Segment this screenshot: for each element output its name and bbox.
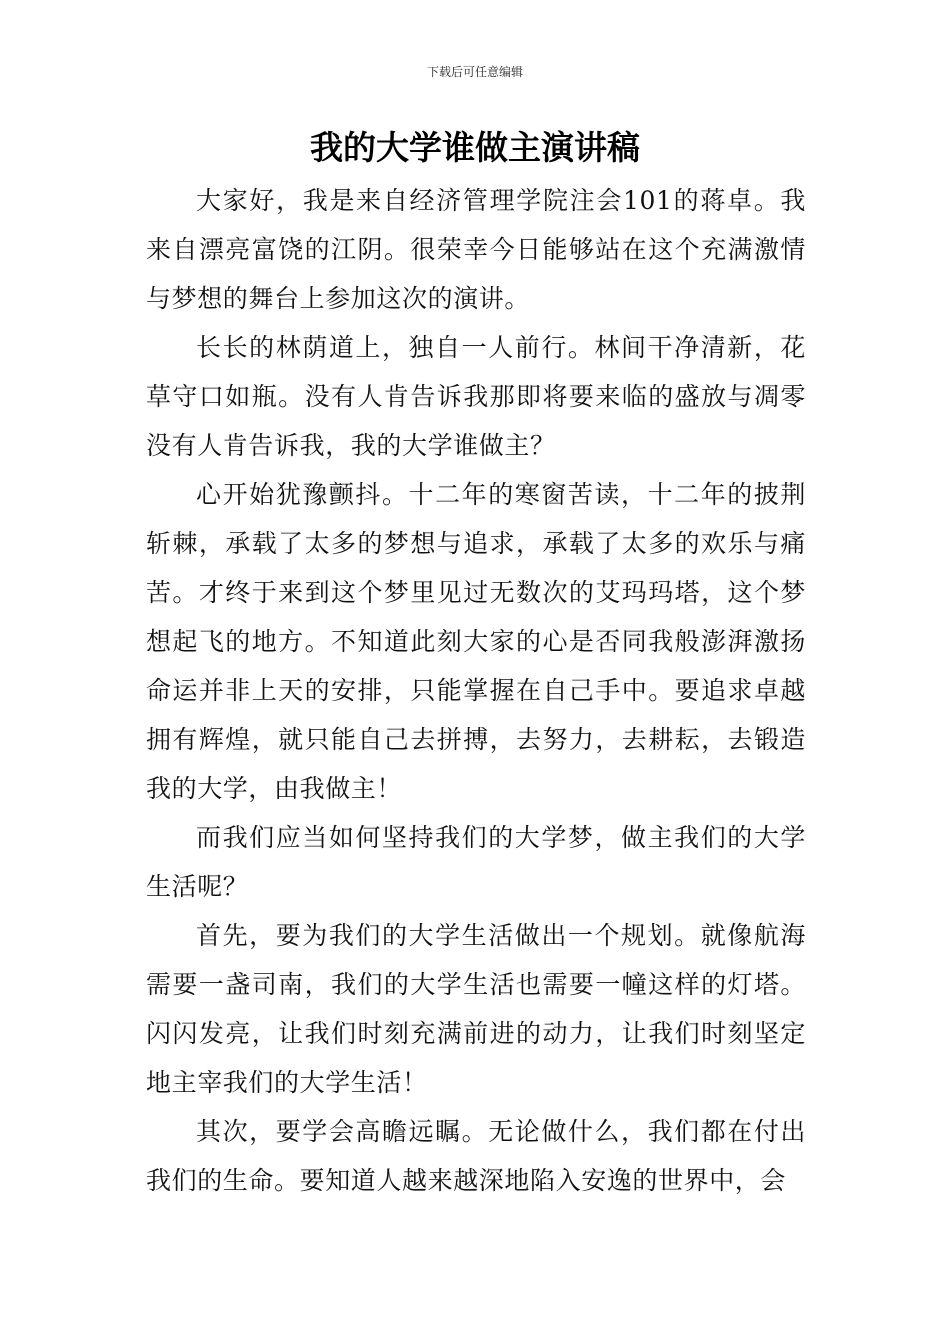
paragraph: 长长的林荫道上，独自一人前行。林间干净清新，花草守口如瓶。没有人肯告诉我那即将要来临的盛放与凋零没有人肯告诉我，我的大学谁做主？ xyxy=(146,333,806,460)
paragraph: 其次，要学会高瞻远瞩。无论做什么，我们都在付出我们的生命。要知道人越来越深地陷入安逸的世界中，会 xyxy=(146,1117,806,1195)
document-body xyxy=(146,176,806,1205)
header-note: 下载后可任意编辑 xyxy=(426,65,523,79)
paragraph: 首先，要为我们的大学生活做出一个规划。就像航海需要一盏司南，我们的大学生活也需要一幢这样的灯塔。闪闪发亮，让我们时刻充满前进的动力，让我们时刻坚定地主宰我们的大学生活！ xyxy=(146,921,806,1097)
document-title: 我的大学谁做主演讲稿 xyxy=(310,128,640,167)
paragraph: 而我们应当如何坚持我们的大学梦，做主我们的大学生活呢？ xyxy=(146,823,806,901)
paragraph: 心开始犹豫颤抖。十二年的寒窗苦读，十二年的披荆斩棘，承载了太多的梦想与追求，承载了太多的欢乐与痛苦。才终于来到这个梦里见过无数次的艾玛玛塔，这个梦想起飞的地方。不知道此刻大家的心是否同我般澎湃激扬命运并非上天的安排，只能掌握在自己手中。要追求卓越拥有辉煌，就只能自己去拼搏，去努力，去耕耘，去锻造我的大学，由我做主！ xyxy=(146,480,806,803)
paragraph: 大家好，我是来自经济管理学院注会101的蒋卓。我来自漂亮富饶的江阴。很荣幸今日能够站在这个充满激情与梦想的舞台上参加这次的演讲。 xyxy=(146,186,806,313)
